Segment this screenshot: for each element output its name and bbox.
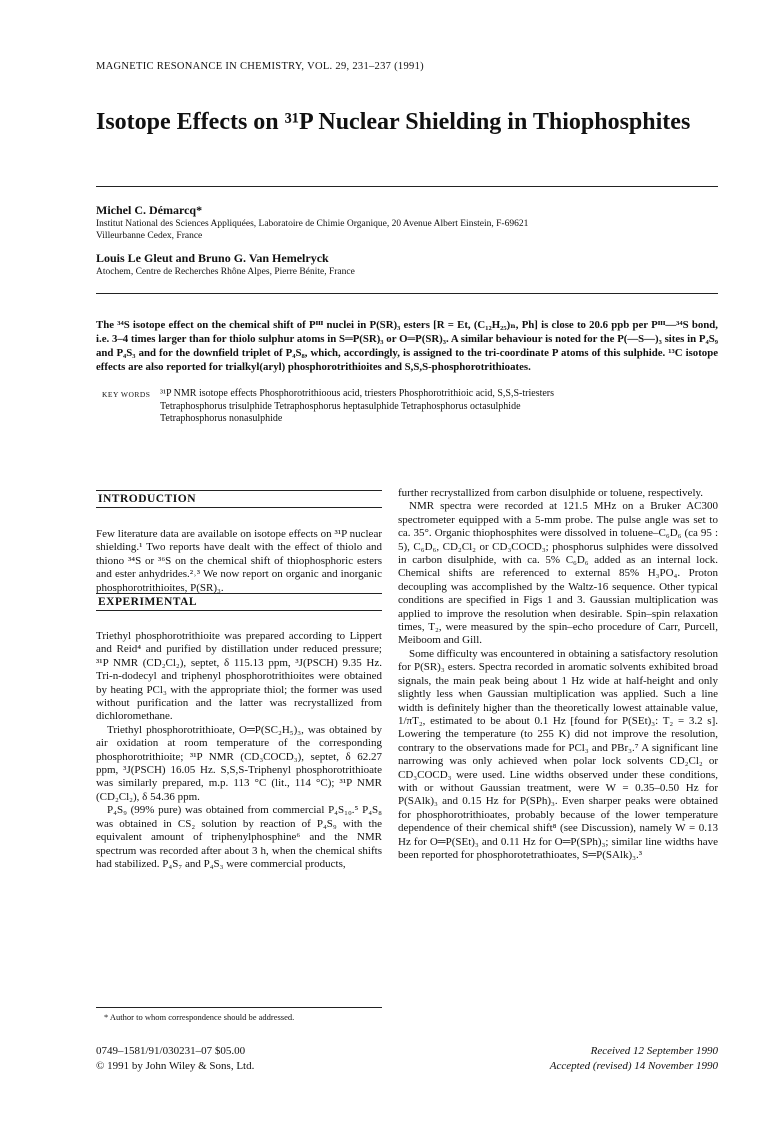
issn-line: 0749–1581/91/030231–07 $05.00 [96,1045,246,1057]
section-title: EXPERIMENTAL [98,596,198,608]
journal-header: MAGNETIC RESONANCE IN CHEMISTRY, VOL. 29, 231–237 (1991) [96,61,424,72]
experimental-text [96,630,382,871]
keywords-line: Tetraphosphorus trisulphide Tetraphosphorus heptasulphide Tetraphosphorus octasulphide [160,400,521,412]
section-heading-experimental [96,593,382,611]
abstract-rule [96,293,718,294]
keywords-block [96,388,718,426]
accepted-date: Accepted (revised) 14 November 1990 [549,1060,718,1072]
copyright-line: © 1991 by John Wiley & Sons, Ltd. [96,1060,255,1072]
paragraph: Triethyl phosphorotrithioate, O═P(SC₂H₅)₃, was obtained by air oxidation at room temperature of the corresponding phosphorotrithioite; ³¹P NMR (CD₃COCD₃), septet, δ 62.27 ppm, ³J(PSCH) 16.05 Hz. S,S,S-Triphenyl phosphorotrithioate was similarly prepared, m.p. 113 °C (lit., 114 °C); ³¹P NMR (CD₂Cl₂), δ 54.36 ppm. [96,723,382,803]
keywords-line: ³¹P NMR isotope effects Phosphorotrithioous acid, triesters Phosphorotrithioic acid, S,S,S-triesters [160,388,555,399]
paragraph: Triethyl phosphorotrithioite was prepared according to Lippert and Reid⁴ and purified by distillation under reduced pressure; ³¹P NMR (CD₂Cl₂), septet, δ 115.13 ppm, ³J(PSCH) 9.35 Hz. Tri-n-dodecyl and triphenyl phosphorotrithioites were obtained by heating PCl₃ with the appropriate thiol; the former was used without purification and the latter was recrystallized from dichloromethane. [96,630,382,723]
section-heading-introduction [96,490,382,508]
article-title: Isotope Effects on ³¹P Nuclear Shielding in Thiophosphites [96,109,691,135]
paragraph: Few literature data are available on isotope effects on ³¹P nuclear shielding.¹ Two reports have dealt with the effect of thiolo and thiono ³⁴S or ³⁶S on the chemical shift of thiophosphoric esters and ester anhydrides.²˒³ We now report on organic and inorganic phosphorotrithioites, P(SR)₃. [96,528,382,594]
paragraph: P₄S₉ (99% pure) was obtained from commercial P₄S₁₀.⁵ P₄S₈ was obtained in CS₂ solution by reaction of P₄S₉ with the equivalent amount of triphenylphosphine⁶ and the NMR spectrum was recorded after about 3 h, when the chemical shifts had stabilized. P₄S₇ and P₄S₃ were commercial products, [96,804,382,870]
received-date: Received 12 September 1990 [590,1045,718,1057]
affiliation-2: Atochem, Centre de Recherches Rhône Alpes, Pierre Bénite, France [96,267,355,277]
footnote-rule [96,1007,382,1008]
affiliation-1-line-1: Institut National des Sciences Appliquées, Laboratoire de Chimie Organique, 20 Avenue Albert Einstein, F-69621 [96,219,529,229]
keywords-label: KEY WORDS [102,390,151,399]
paragraph: Some difficulty was encountered in obtaining a satisfactory resolution for P(SR)₃ esters. Spectra recorded in aromatic solvents exhibited broad signals, the main peak being about 1 Hz wide at half-height and only slightly less when Gaussian multiplication was applied. Such a line width is definitely higher than the theoretically lowest attainable value, 1/πT₂, estimated to be about 0.1 Hz [found for P(SEt)₃: T₂ = 3.2 s]. Lowering the temperature (to 255 K) did not improve the resolution, contrary to the observations made for PCl₃ and PBr₃.⁷ A significant line narrowing was only achieved when polar lock solvents CD₂Cl₂ or CD₃COCD₃ were used. Line widths observed under these conditions, with or without Gaussian treatment, were W = 0.35–0.50 Hz for P(SAlk)₃ and 0.15 Hz for P(SPh)₃. Even sharper peaks were obtained for phosphorotrithioates, probably because of the lower temperature dependence of their chemical shift⁸ (see Discussion), namely W = 0.13 Hz for O═P(SEt)₃ and 0.11 Hz for O═P(SPh)₃; similar line widths have been reported for phosphorotetrathioates, S═P(SAlk)₃.³ [398,647,718,861]
paragraph: NMR spectra were recorded at 121.5 MHz on a Bruker AC300 spectrometer equipped with a 5-mm probe. The pulse angle was set to ca. 35°. Organic thiophosphites were dissolved in toluene–C₆D₆ (ca 95 : 5), C₆D₆, CD₂Cl₂ or CD₃COCD₃; phosphorus sulphides were dissolved in carbon disulphide, with ca. 5% C₆D₆ added as an internal lock. Chemical shifts are referenced to external 85% H₃PO₄. Proton decoupling was accomplished by the Waltz-16 sequence. Other typical conditions are specified in Figs 1 and 3. Gaussian multiplication was applied to improve the resolution when desirable. Spin–spin relaxation times, T₂, were measured by the spin–echo procedure of Carr, Purcell, Meiboom and Gill. [398,500,718,647]
introduction-text [96,528,382,595]
affiliation-1-line-2: Villeurbanne Cedex, France [96,231,203,241]
section-title: INTRODUCTION [98,493,197,505]
footnote: * Author to whom correspondence should be addressed. [104,1012,295,1022]
right-column-text [398,487,718,862]
author-block-2 [96,251,718,278]
paragraph: further recrystallized from carbon disulphide or toluene, respectively. [398,487,704,499]
author-names-2: Louis Le Gleut and Bruno G. Van Hemelryck [96,251,329,265]
author-names-1: Michel C. Démarcq* [96,203,203,217]
title-rule [96,186,718,187]
abstract: The ³⁴S isotope effect on the chemical shift of Pᴵᴵᴵ nuclei in P(SR)₃ esters [R = Et, (C₁₂H₂₅)ₙ, Ph] is close to 20.6 ppb per Pᴵᴵᴵ—³⁴S bond, i.e. 3–4 times larger than for thiolo sulphur atoms in S═P(SR)₃ or O═P(SR)₃. A similar behaviour is noted for the P(—S—)₃ sites in P₄S₉ and P₄S₃ and for the downfield triplet of P₄S₈, which, accordingly, is assigned to the tri-coordinate P atoms of this sulphide. ¹³C isotope effects are also reported for trialkyl(aryl) phosphorotrithioites and S,S,S-phosphorotrithioates. [96,319,718,373]
author-block-1 [96,203,718,242]
keywords-line: Tetraphosphorus nonasulphide [160,413,283,424]
